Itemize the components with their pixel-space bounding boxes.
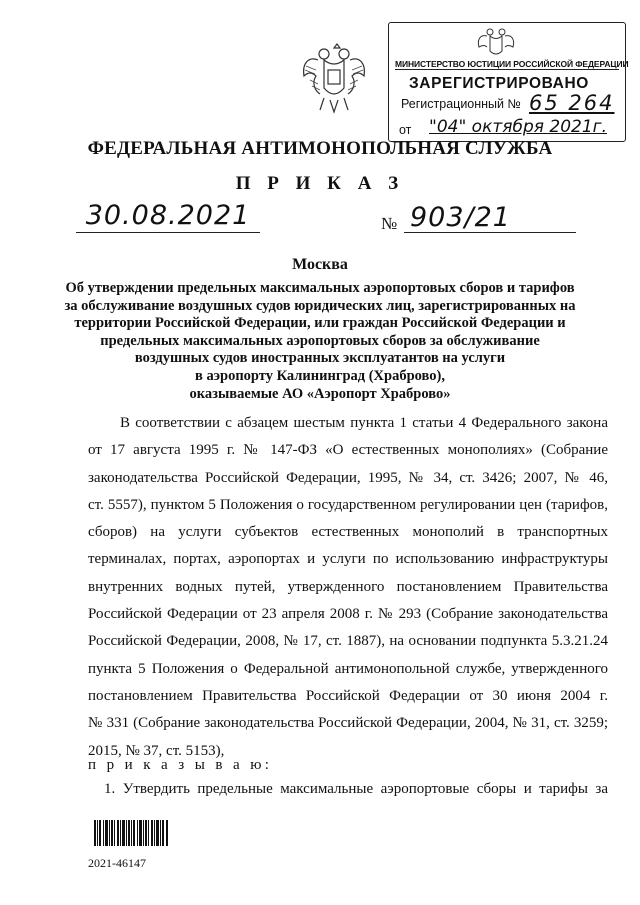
stamp-divider [395, 69, 619, 70]
subject-line: Об утверждении предельных максимальных аэропортовых сборов и тарифов [65, 280, 575, 296]
number-underline [404, 232, 576, 233]
subject-line: предельных максимальных аэропортовых сборов за обслуживание [100, 332, 540, 349]
barcode-icon [94, 820, 168, 846]
document-type: П Р И К А З [235, 173, 405, 194]
body-line: законодательства Российской Федерации, 1995, № 34, ст. 3426; 2007, № 46, [88, 469, 608, 486]
body-line: Российской Федерации, 2008, № 17, ст. 1887), на основании подпункта 5.3.21.24 [88, 633, 608, 650]
body-line: пункта 5 Положения о Федеральной антимонопольной службе, утвержденного [88, 660, 608, 677]
order-number: 903/21 [410, 202, 511, 233]
body-line: 2015, № 37, ст. 5153), [88, 742, 225, 759]
body-line: ст. 5557), пунктом 5 Положения о государственном регулировании цен (тарифов, [88, 496, 608, 513]
body-line: от 17 августа 1995 г. № 147-ФЗ «О естественных монополиях» (Собрание [88, 442, 608, 459]
stamp-ministry-name: МИНИСТЕРСТВО ЮСТИЦИИ РОССИЙСКОЙ ФЕДЕРАЦИИ [395, 59, 629, 69]
stamp-date-value: "04" октября 2021г. [429, 117, 607, 137]
decree-word: п р и к а з ы в а ю: [88, 757, 273, 773]
stamp-emblem-icon [475, 25, 517, 59]
subject-line: в аэропорту Калининград (Храброво), [195, 367, 445, 384]
stamp-registration-number: 65 264 [529, 91, 615, 115]
barcode-number: 2021-46147 [88, 856, 146, 870]
coat-of-arms-emblem [298, 42, 370, 118]
stamp-status: ЗАРЕГИСТРИРОВАНО [409, 75, 589, 92]
subject-line: за обслуживание воздушных судов юридических лиц, зарегистрированных на [64, 297, 576, 314]
number-sign: № [381, 214, 398, 233]
subject-line: территории Российской Федерации, или граждан Российской Федерации и [74, 315, 566, 332]
subject-line: оказываемые АО «Аэропорт Храброво» [189, 385, 451, 402]
stamp-date-label: от [399, 123, 412, 137]
body-line: Российской Федерации от 23 апреля 2008 г. № 293 (Собрание законодательства [88, 606, 608, 623]
body-line: В соответствии с абзацем шестым пункта 1 статьи 4 Федерального закона [120, 415, 608, 431]
registration-stamp [388, 22, 629, 142]
order-item-1: 1. Утвердить предельные максимальные аэропортовые сборы и тарифы за [104, 781, 608, 797]
agency-name: ФЕДЕРАЛЬНАЯ АНТИМОНОПОЛЬНАЯ СЛУЖБА [87, 138, 553, 159]
stamp-registration-label: Регистрационный № [401, 97, 521, 111]
city: Москва [292, 256, 348, 273]
body-line: сборов) на услуги субъектов естественных монополий в транспортных [88, 524, 608, 541]
body-line: № 331 (Собрание законодательства Российской Федерации, 2004, № 31, ст. 3259; [88, 715, 608, 732]
subject-line: воздушных судов иностранных эксплуатантов на услуги [134, 350, 506, 367]
body-line: терминалах, портах, аэропортах и услуги по использованию инфраструктуры [88, 551, 608, 568]
date-underline [76, 232, 260, 233]
body-line: внутренних водных путей, утвержденного постановлением Правительства [88, 578, 608, 595]
order-preamble [88, 410, 608, 765]
body-line: постановлением Правительства Российской Федерации от 30 июня 2004 г. [88, 687, 608, 704]
order-date: 30.08.2021 [85, 200, 251, 231]
order-subject [60, 280, 580, 403]
